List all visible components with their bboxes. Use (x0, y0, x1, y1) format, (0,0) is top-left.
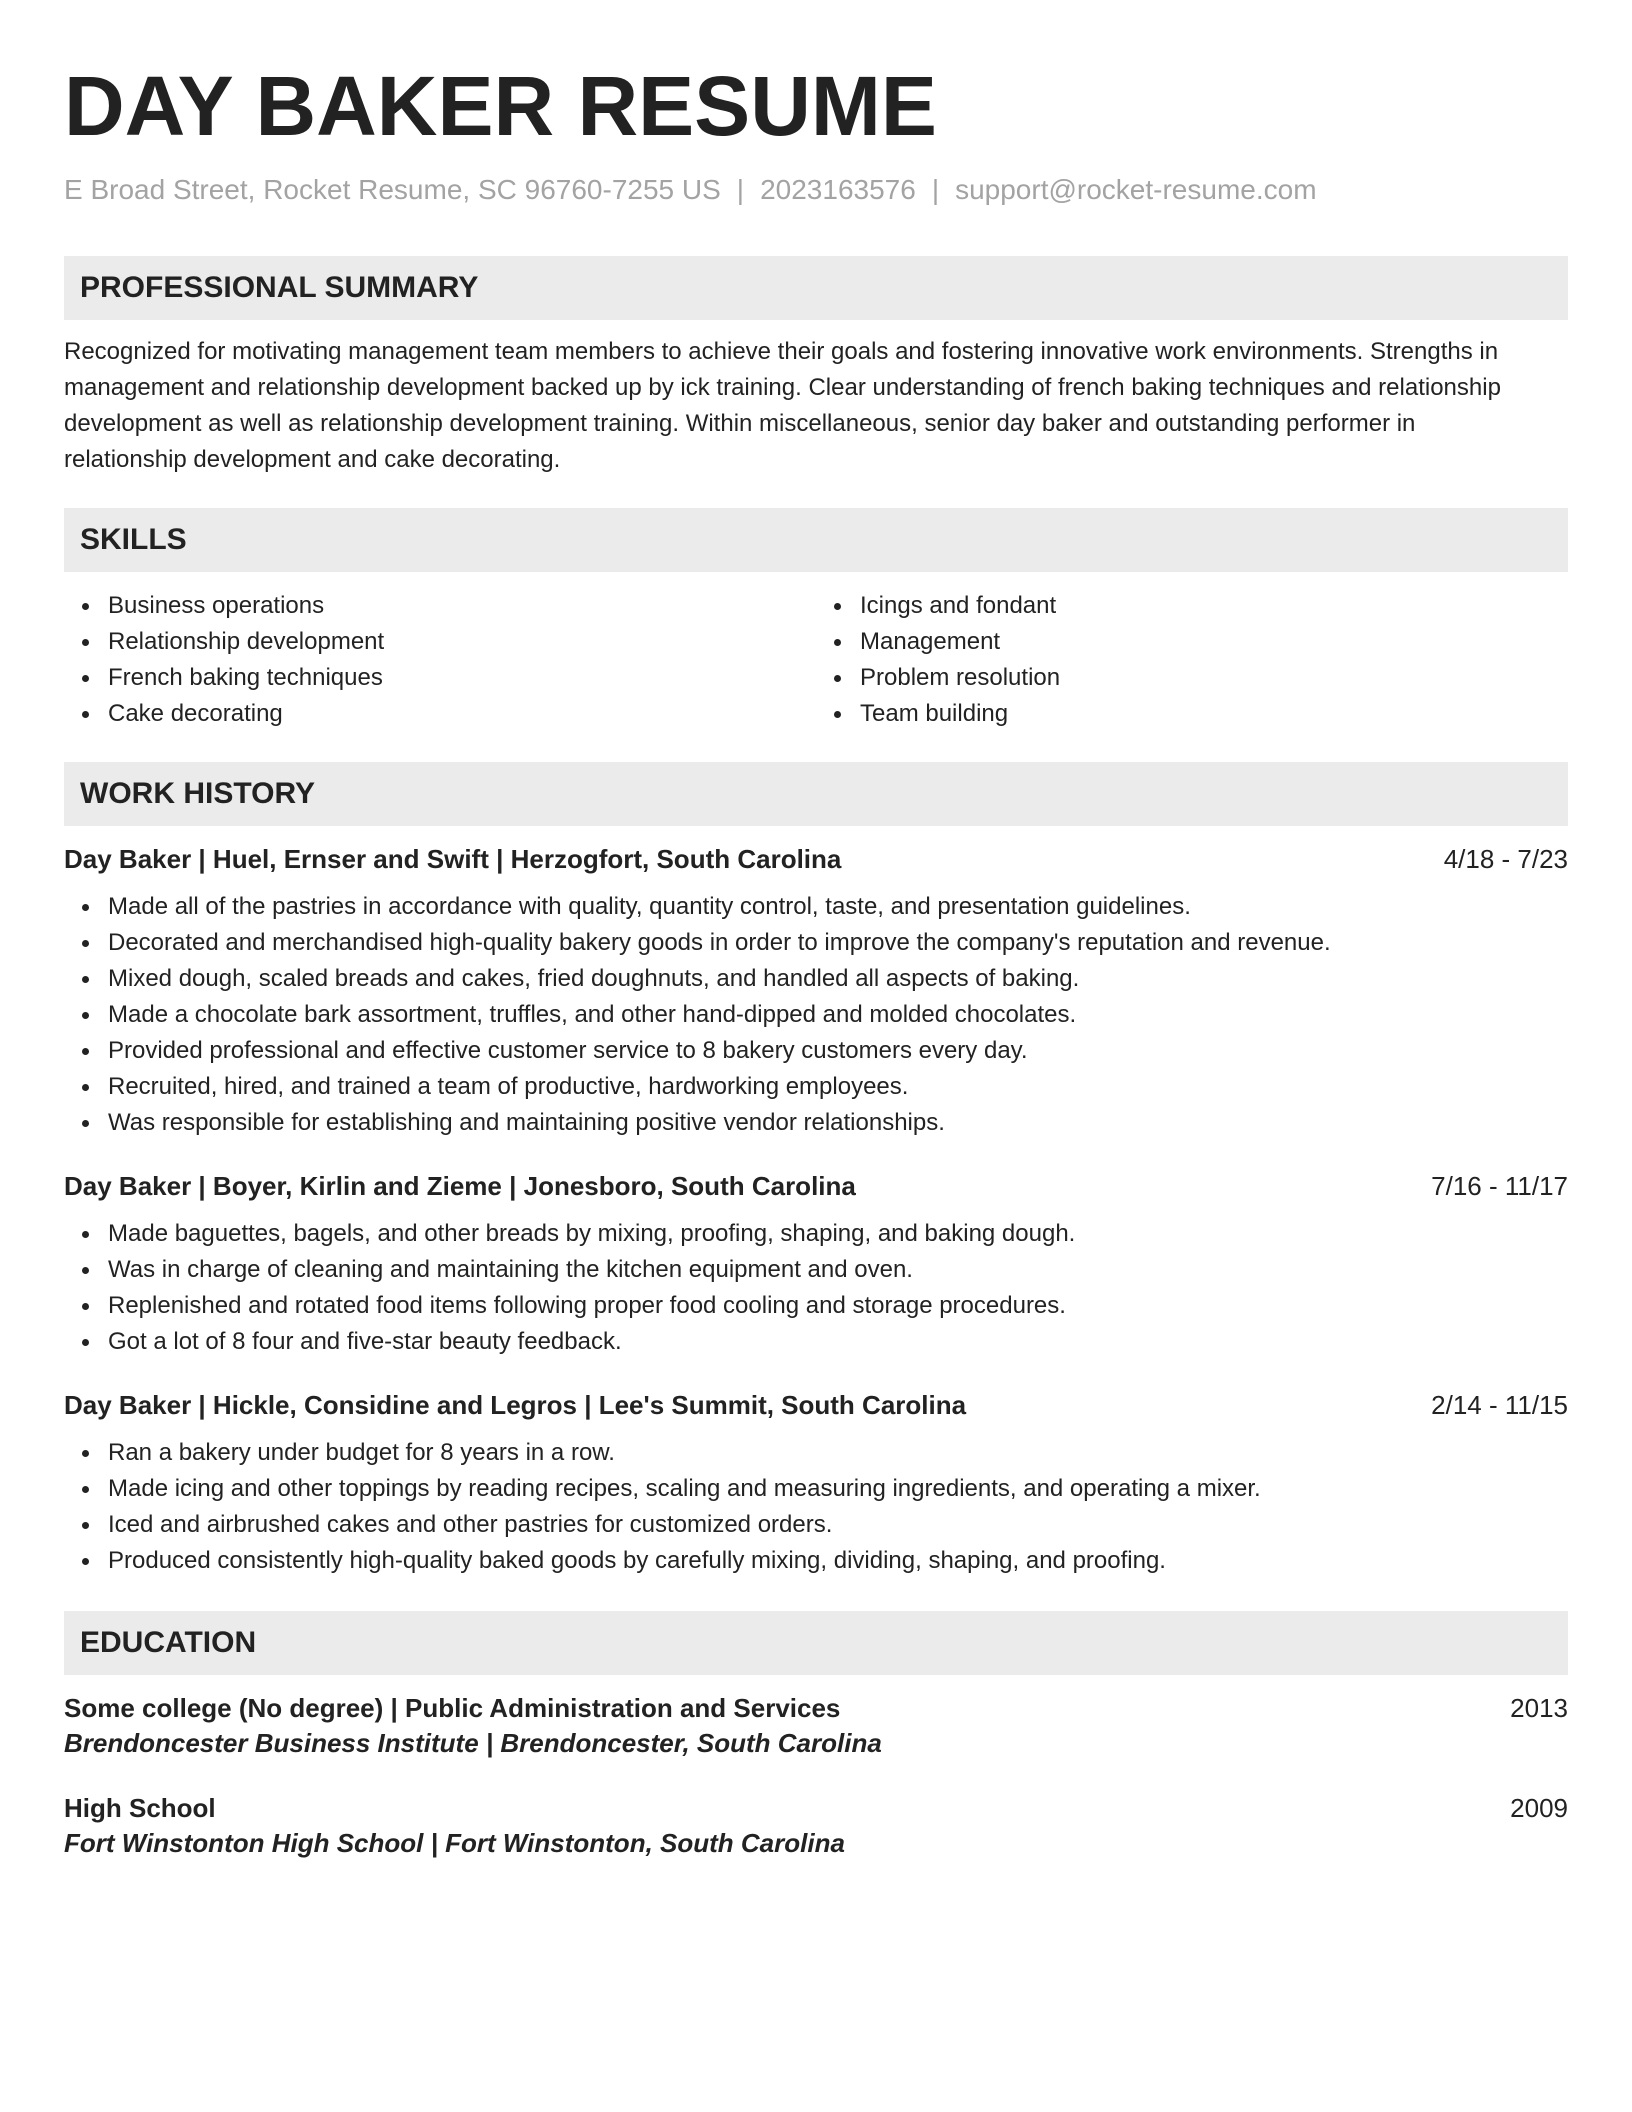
skill-item: Team building (816, 696, 1568, 732)
job-header (64, 1171, 1568, 1202)
skill-item: Problem resolution (816, 660, 1568, 696)
job-bullet: Was in charge of cleaning and maintaining the kitchen equipment and oven. (64, 1252, 1568, 1288)
skill-item: Icings and fondant (816, 588, 1568, 624)
job-dates: 7/16 - 11/17 (1431, 1171, 1568, 1201)
job-bullet: Ran a bakery under budget for 8 years in a row. (64, 1435, 1568, 1471)
job-header (64, 844, 1568, 875)
job-bullet: Made icing and other toppings by reading recipes, scaling and measuring ingredients, and operating a mixer. (64, 1471, 1568, 1507)
skills-list (64, 588, 1568, 732)
section-heading-skills: SKILLS (64, 508, 1568, 572)
job-bullet: Provided professional and effective customer service to 8 bakery customers every day. (64, 1033, 1568, 1069)
education-header (64, 1793, 1568, 1824)
contact-address: E Broad Street, Rocket Resume, SC 96760-7255 US (64, 174, 721, 205)
education-year: 2009 (1510, 1793, 1568, 1823)
job-bullets (64, 1216, 1568, 1360)
job-bullet: Decorated and merchandised high-quality bakery goods in order to improve the company's reputation and revenue. (64, 925, 1568, 961)
job-title: Day Baker | Boyer, Kirlin and Zieme | Jonesboro, South Carolina (64, 1171, 856, 1201)
job-bullet: Made all of the pastries in accordance with quality, quantity control, taste, and presentation guidelines. (64, 889, 1568, 925)
section-heading-summary: PROFESSIONAL SUMMARY (64, 256, 1568, 320)
job-entry (64, 1390, 1568, 1579)
job-bullet: Produced consistently high-quality baked goods by carefully mixing, dividing, shaping, and proofing. (64, 1543, 1568, 1579)
job-bullet: Was responsible for establishing and maintaining positive vendor relationships. (64, 1105, 1568, 1141)
summary-text (64, 334, 1568, 478)
job-bullet: Replenished and rotated food items following proper food cooling and storage procedures. (64, 1288, 1568, 1324)
job-entry (64, 844, 1568, 1141)
contact-separator: | (736, 174, 745, 205)
job-bullet: Made baguettes, bagels, and other breads by mixing, proofing, shaping, and baking dough. (64, 1216, 1568, 1252)
job-entry (64, 1171, 1568, 1360)
resume-title: DAY BAKER RESUME (64, 59, 937, 153)
education-school: Brendoncester Business Institute | Brendoncester, South Carolina (64, 1728, 882, 1758)
skill-item: Business operations (64, 588, 816, 624)
job-bullet: Iced and airbrushed cakes and other pastries for customized orders. (64, 1507, 1568, 1543)
education-entry (64, 1793, 1568, 1859)
job-title: Day Baker | Hickle, Considine and Legros | Lee's Summit, South Carolina (64, 1390, 967, 1420)
job-header (64, 1390, 1568, 1421)
contact-separator: | (931, 174, 940, 205)
section-heading-education: EDUCATION (64, 1611, 1568, 1675)
section-heading-work: WORK HISTORY (64, 762, 1568, 826)
job-dates: 2/14 - 11/15 (1431, 1390, 1568, 1420)
summary-line: management and relationship development backed up by ick training. Clear understanding of french baking techniques and relationship (64, 374, 1501, 401)
education-header (64, 1693, 1568, 1724)
skill-item: Relationship development (64, 624, 816, 660)
summary-line: development as well as relationship development training. Within miscellaneous, senior day baker and outstanding performer in (64, 410, 1416, 437)
job-dates: 4/18 - 7/23 (1443, 844, 1568, 874)
job-bullet: Made a chocolate bark assortment, truffles, and other hand-dipped and molded chocolates. (64, 997, 1568, 1033)
skills-column-right (816, 588, 1568, 732)
education-degree: High School (64, 1793, 216, 1823)
education-entry (64, 1693, 1568, 1759)
contact-phone: 2023163576 (760, 174, 916, 205)
skills-column-left (64, 588, 816, 732)
summary-line: relationship development and cake decorating. (64, 446, 561, 473)
skill-item: Management (816, 624, 1568, 660)
job-bullet: Got a lot of 8 four and five-star beauty feedback. (64, 1324, 1568, 1360)
job-bullets (64, 1435, 1568, 1579)
skill-item: Cake decorating (64, 696, 816, 732)
education-school: Fort Winstonton High School | Fort Winstonton, South Carolina (64, 1828, 845, 1858)
job-bullets (64, 889, 1568, 1141)
job-bullet: Recruited, hired, and trained a team of productive, hardworking employees. (64, 1069, 1568, 1105)
contact-line (64, 174, 1568, 206)
education-year: 2013 (1510, 1693, 1568, 1723)
job-title: Day Baker | Huel, Ernser and Swift | Herzogfort, South Carolina (64, 844, 842, 874)
contact-email: support@rocket-resume.com (955, 174, 1317, 205)
job-bullet: Mixed dough, scaled breads and cakes, fried doughnuts, and handled all aspects of baking. (64, 961, 1568, 997)
skill-item: French baking techniques (64, 660, 816, 696)
education-degree: Some college (No degree) | Public Administration and Services (64, 1693, 841, 1723)
summary-line: Recognized for motivating management team members to achieve their goals and fostering innovative work environments. Strengths in (64, 338, 1499, 365)
